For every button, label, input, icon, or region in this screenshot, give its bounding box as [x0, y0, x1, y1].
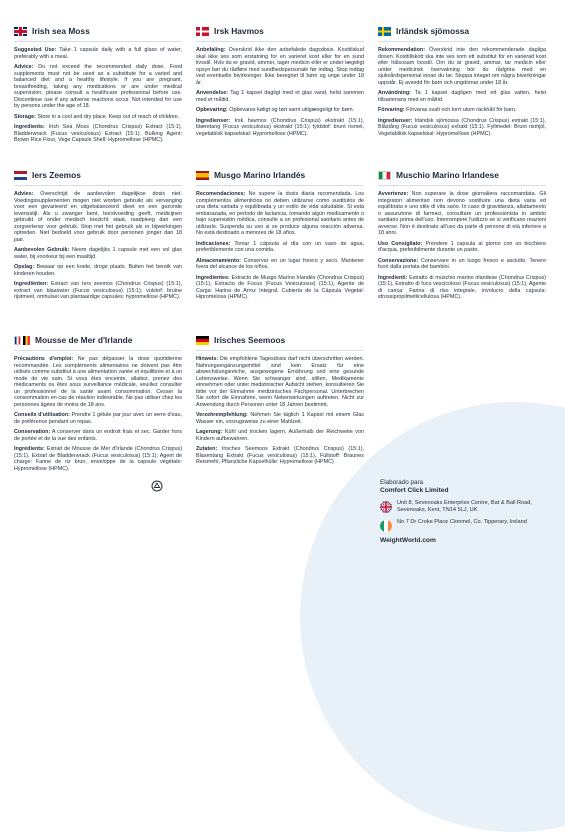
section-header [14, 24, 182, 42]
section-title: Irish sea Moss [32, 26, 90, 36]
recycling-mark-icon [151, 480, 163, 492]
paragraph: Avvertenze: Non superare la dose giornaliera raccomandata. Gli integratori alimentari non devono sostituire una dieta varia ed equilibrata e uno stile di vita sano. In caso di gravidanza, allattamento o assunzione di farmaci, consultare un professionista in ambito sanitario prima dell'uso. Interrompere l'utilizzo se si verificano reazioni avverse. Non è destinato all'uso da parte di persone di età inferiore a 18 anni. [378, 191, 546, 236]
germany-flag-icon [196, 336, 209, 345]
ireland-flag-icon [380, 520, 392, 532]
section-header [14, 333, 182, 351]
section-fr [14, 333, 182, 476]
paragraph: Aanbevolen Gebruik: Neem dagelijks 1 capsule met een vol glas water, bij voorkeur bij een maaltijd. [14, 247, 182, 260]
paragraph: Verzehrempfehlung: Nehmen Sie täglich 1 Kapsel mit einem Glas Wasser ein, vorzugsweise zu einer Mahlzeit. [196, 412, 364, 425]
paragraph: Conservazione: Conservare in un luogo fresco e asciutto. Tenere fuori dalla portata dei bambini. [378, 257, 546, 270]
paragraph: Storage: Store in a cool and dry place. Keep out of reach of children. [14, 113, 180, 120]
section-header [378, 24, 546, 42]
paragraph: Advies: Overschrijd de aanbevolen dagelijkse dosis niet. Voedingssupplementen mogen niet worden gebruikt als vervanging voor een gevarieerd en uitgebalanceerd dieet en een gezonde levensstijl. Als u zwanger bent, borstvoeding geeft, medicijnen gebruikt of onder medisch toezicht staat, raadpleeg dan een zorgverlener voor gebruik. Stop met het gebruik als er bijwerkingen optreden. Niet bedoeld voor gebruik door personen jonger dan 18 jaar. [14, 191, 182, 243]
section-de [196, 333, 364, 470]
paragraph: Précautions d'emploi: Ne pas dépasser la dose quotidienne recommandée. Les compléments alimentaires ne doivent pas être utilisés comme substitut à une alimentation variée et équilibrée et à un mode de vie sain. Si vous êtes enceinte, allaitez, prenez des médicaments ou êtes sous surveillance médicale, veuillez consulter un professionnel de la santé avant consommation. Cesser la consommation en cas de réaction indésirable. Ne pas utiliser chez les personnes âgées de moins de 18 ans. [14, 356, 182, 408]
italy-flag-icon [378, 171, 391, 180]
paragraph: Lagerung: Kühl und trocken lagern. Außerhalb der Reichweite von Kindern aufbewahren. [196, 429, 364, 442]
producer-info [380, 479, 560, 544]
paragraph: Advice: Do not exceed the recommended daily dose. Food supplements must not be used as a substitute for a varied and balanced diet and a healthy lifestyle. If you are pregnant, breastfeeding, taking any medications or are under medical supervision, please consult a healthcare professional before use. Discontinue use if any adverse reactions occur. Not intended for use by persons under the age of 18. [14, 64, 182, 109]
ie-address-row [380, 519, 560, 532]
ireland-address: No 7 Dr Croke Place Clonmel, Co. Tipperary, Ireland [397, 518, 527, 525]
uk-address: Unit 8, Sevenoaks Enterprise Centre, Bat & Ball Road, Sevenoaks, Kent, TN14 5LJ, UK [397, 499, 532, 513]
paragraph: Conseils d'utilisation: Prendre 1 gélule par jour avec un verre d'eau, de préférence pendant un repas. [14, 412, 182, 425]
paragraph: Indicaciones: Tomar 1 cápsula al día con un vaso de agua, preferiblemente con una comida. [196, 240, 364, 253]
section-header [14, 168, 182, 186]
paragraph: Opbevaring: Opbevares køligt og tørt samt utilgængeligt for børn. [196, 107, 355, 113]
denmark-flag-icon [196, 27, 209, 36]
paragraph: Conservation: A conserver dans un endroit frais et sec. Garder hors de portée et de la vue des enfants. [14, 429, 182, 442]
section-title: Irsk Havmos [214, 26, 264, 36]
section-title: Mousse de Mer d'Irlande [35, 335, 133, 345]
sweden-flag-icon [378, 27, 391, 36]
section-dk [196, 24, 364, 141]
spain-flag-icon [196, 171, 209, 180]
paragraph: Almacenamiento: Conservar en un lugar fresco y seco. Mantener fuera del alcance de los niños. [196, 257, 364, 270]
section-header [196, 168, 364, 186]
paragraph: Zutaten: Irisches Seemoos Extrakt (Chondrus Crispus) (15:1), Blasentang Extrakt (Fucus vesiculosus) (15:1), Füllstoff: Braunes Reismehl, Pflanzliche Kapselhülle: Hypromellose (HPMC) [196, 446, 364, 465]
section-se [378, 24, 546, 141]
paragraph: Hinweis: Die empfohlene Tagesdosis darf nicht überschritten werden. Nahrungsergänzungsmittel sind kein Ersatz für eine abwechslungsreiche, ausgewogene Ernährung und eine gesunde Lebensweise. Wenn Sie schwanger sind, stillen, Medikamente einnehmen oder unter medizinischer Aufsicht stehen, konsultieren Sie bitte vor der Einnahme medizinisches Fachpersonal. Unterbrechen Sie sofort die Einnahme, wenn Nebenwirkungen auftreten. Nicht zur Anwendung durch Personen unter 18 Jahren bestimmt. [196, 356, 364, 408]
section-header [196, 333, 364, 351]
producer-label: Elaborado para [380, 479, 424, 486]
paragraph: Recomendaciones: No supere la dosis diaria recomendada. Los complementos alimenticios no deben utilizarse como sustitutos de una dieta variada y equilibrada y un estilo de vida saludable. Si está embarazada, en período de lactancia, tomando algún medicamento o bajo supervisión médica, consulte a un profesional sanitario antes de utilizarlo. Suspenda su uso si se produce alguna reacción adversa. No está destinado a menores de 18 años. [196, 191, 364, 236]
section-header [196, 24, 364, 42]
paragraph: Anbefaling: Overskrid ikke den anbefalede dagsdosis. Kosttilskud skal ikke ses som erstatning for en varieret kost eller for en sund livsstil. Hvis du er gravid, ammer, tager medicin eller er under lægeligt opsyn bør du rådføre med sundhedspersonale før indtag. Stop indtag ved eventuelle bivirkninger. Ikke beregnet til børn og unge under 18 år. [196, 47, 364, 86]
section-nl [14, 168, 182, 305]
section-title: Iers Zeemos [32, 170, 81, 180]
section-it [378, 168, 546, 305]
uk-address-row [380, 500, 560, 514]
section-title: Irländsk sjömossa [396, 26, 470, 36]
section-title: Irisches Seemoos [214, 335, 286, 345]
paragraph: Ingrédients: Extrait de Mousse de Mer d'Irlande (Chondrus Crispus) (15:1), Extrait de Bladderwrack (Fucus vesiculosus) (15:1); Agent de charge: Farine de riz brun, enveloppe de la capsule végétale: Hypromellose (HPMC). [14, 446, 182, 472]
section-header [378, 168, 546, 186]
section-uk [14, 24, 182, 148]
paragraph: Användning: Ta 1 kapsel dagligen med ett glas vatten, helst tillsammans med en måltid. [378, 90, 546, 103]
section-es [196, 168, 364, 305]
paragraph: Suggested Use: Take 1 capsule daily with a full glass of water, preferably with a meal. [14, 47, 182, 60]
paragraph: Ingredients: Irish Sea Moss (Chondrus Crispus) Extract (15:1), Bladderwrack (Fucus vesiculosus) Extract (15:1). Bulking Agent: Brown Rice Flour, Vege Capsule Shell: Hypromellose (HPMC). [14, 124, 182, 143]
paragraph: Opslag: Bewaar op een koele, droge plaats. Buiten het bereik van kinderen houden. [14, 264, 182, 277]
uk-flag-icon [380, 501, 392, 513]
belgium-flag-icon [23, 336, 30, 345]
netherlands-flag-icon [14, 171, 27, 180]
paragraph: Ingredienti: Estratto di muschio marino irlandese (Chondrus Crispus) (15:1), Estratto di fuco vescicoloso (Fucus vesiculosus) (15:1); Agente di carica: Farina di riso integrale, involucro della capsula: idrossipropilmetilcellulosa (HPMC). [378, 274, 546, 300]
paragraph: Uso Consigliato: Prendere 1 capsula al giorno con un bicchiere d'acqua, preferibilmente durante un pasto. [378, 240, 546, 253]
paragraph: Förvaring: Förvaras svalt och torrt utom räckhåll för barn. [378, 107, 517, 113]
paragraph: Ingrediënten: Extract van Iers zeemos (Chondrus Crispus) (15:1), extract van blaaswier (Fucus vesiculosus) (15:1); vulstof: bruine rijstmeel, omhulsel van plantaardige capsules: hypromellose (HPMC). [14, 281, 182, 300]
website-link[interactable]: WeightWorld.com [380, 536, 436, 544]
france-flag-icon [14, 336, 21, 345]
paragraph: Ingredienser: Irländsk sjömossa (Chondrus Crispus) extrakt (15:1), Blåstång (Fucus vesiculosus) extrakt (15:1). Fyllmedel: Brunt rismjöl, Vegetabilisk kapselskal: Hypromellose (HPMC). [378, 117, 546, 137]
paragraph: Ingredientes: Extracto de Musgo Marino Irlandés (Chondrus Crispus) (15:1), Extracto de Fucus (Fucus Vesiculosus) (15:1), Agente de Carga: Harina de Arroz Integral, Cubierta de la Cápsula Vegetal: Hipromelosa (HPMC). [196, 274, 364, 300]
paragraph: Rekommendation: Överskrid inte den rekommenderade dagliga dosen. Kosttillskott ska inte ses som ett substitut för en varierad kost eller hälsosam livsstil. Om du är gravid, ammar, tar medicin eller under medicinsk övervakning bör du rådgöra med en sjukvårdspersonal innan du tar. Stoppa intaget om några biverkningar uppstår. Ej avsedd för barn och ungdomar under 18 år. [378, 47, 546, 86]
section-title: Musgo Marino Irlandés [214, 170, 306, 180]
paragraph: Anvendelse: Tag 1 kapsel dagligt med et glas vand, helst sammen med et måltid. [196, 90, 364, 103]
producer-company: Comfort Click Limited [380, 486, 449, 494]
uk-flag-icon [14, 27, 27, 36]
section-title: Muschio Marino Irlandese [396, 170, 499, 180]
paragraph: Ingredienser: Irsk havmos (Chondrus Crispus) ekstrakt (15:1), blæretang (Fucus vesiculosus) ekstrakt (15:1); fyldstof: brunt rismel, vegetabilsk kapselskal: Hypromellose (HPMC). [196, 117, 364, 137]
